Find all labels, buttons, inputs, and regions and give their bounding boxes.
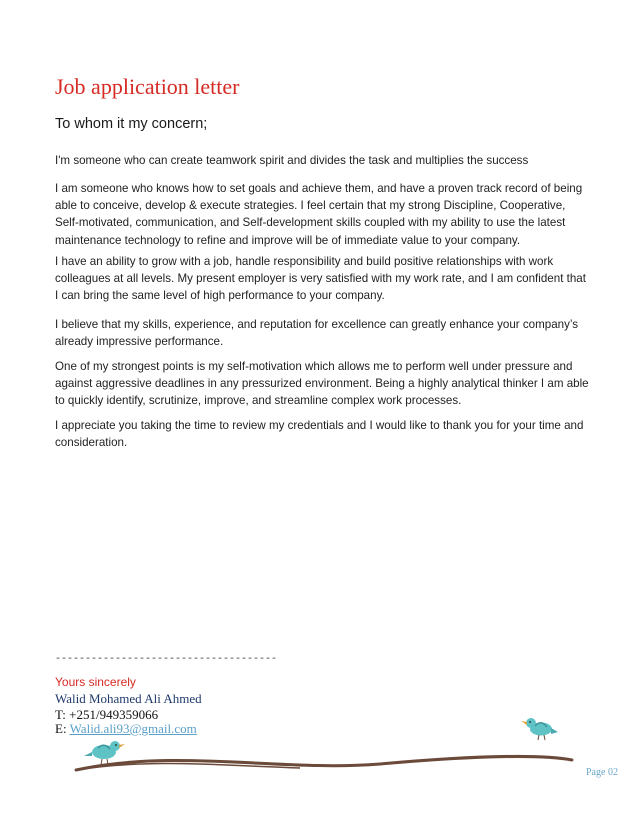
paragraph-6: I appreciate you taking the time to review my credentials and I would like to thank you for your time and consideration.: [55, 419, 584, 450]
phone-number: +251/949359066: [69, 707, 159, 722]
email-label: E:: [55, 721, 67, 736]
signer-name: Walid Mohamed Ali Ahmed: [55, 691, 202, 706]
paragraph-4: I believe that my skills, experience, and reputation for excellence can greatly enhance your company’s already impressive performance.: [55, 318, 579, 349]
letter-title: Job application letter: [55, 74, 240, 99]
phone-label: T:: [55, 707, 66, 722]
salutation: To whom it my concern;: [55, 116, 208, 132]
closing-text: Yours sincerely: [55, 675, 136, 689]
bird-icon: [521, 718, 558, 740]
bird-icon: [84, 741, 125, 765]
paragraph-1: I'm someone who can create teamwork spirit and divides the task and multiplies the success: [55, 154, 529, 167]
paragraph-2: I am someone who knows how to set goals and achieve them, and have a proven track record of being able to conceive, develop & execute strategies. I feel certain that my strong Discipline, Cooperative, Self-motivated, communication, and Self-development skills coupled with my ability to use the latest maintenance technology to refine and improve will be of immediate value to your company.: [55, 182, 583, 247]
paragraph-3: I have an ability to grow with a job, handle responsibility and build positive relationships with work colleagues at all levels. My present employer is very satisfied with my work rate, and I am confident that I can bring the same level of high performance to your company.: [55, 255, 586, 303]
email-link[interactable]: Walid.ali93@gmail.com: [69, 721, 197, 736]
signature-divider: -------------------------------------: [55, 654, 278, 665]
paragraph-5: One of my strongest points is my self-motivation which allows me to perform well under pressure and against aggressive deadlines in any pressurized environment. Being a highly analytical thinker I am able to quickly identify, scrutinize, improve, and streamline complex work processes.: [55, 360, 589, 408]
page-number: Page 02: [586, 767, 618, 778]
